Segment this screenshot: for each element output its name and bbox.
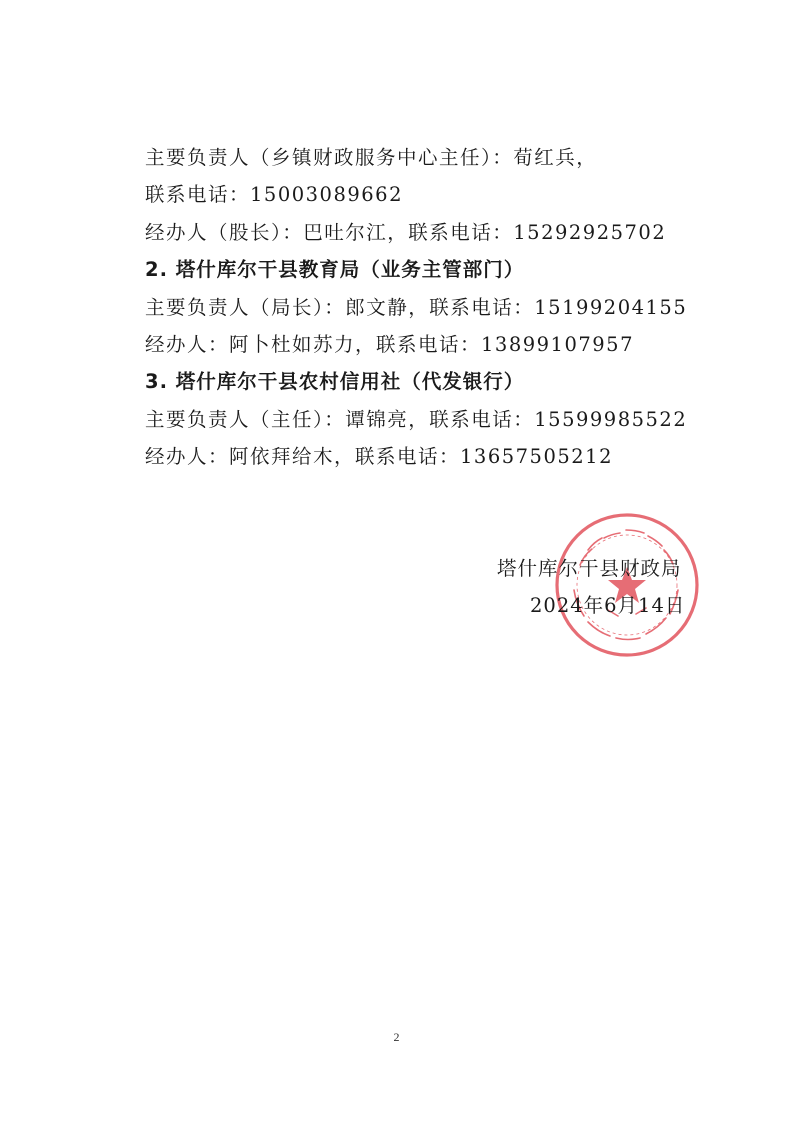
issuer-name: 塔什库尔干县财政局 [497,557,682,580]
town-finance-handler-line: 经办人（股长）：巴吐尔江，联系电话：15292925702 [145,221,667,244]
page-number: 2 [393,1030,400,1044]
town-finance-phone-line: 联系电话：15003089662 [145,183,403,206]
credit-union-handler-line: 经办人：阿依拜给木，联系电话：13657505212 [145,445,613,468]
section-heading-education-bureau: 2. 塔什库尔干县教育局（业务主管部门） [145,258,525,281]
education-bureau-handler-line: 经办人：阿卜杜如苏力，联系电话：13899107957 [145,333,634,356]
section-heading-rural-credit-union: 3. 塔什库尔干县农村信用社（代发银行） [145,370,525,393]
education-bureau-head-line: 主要负责人（局长）：郎文静，联系电话：15199204155 [145,296,688,319]
credit-union-head-line: 主要负责人（主任）：谭锦亮，联系电话：15599985522 [145,408,688,431]
issue-date: 2024年6月14日 [530,594,686,617]
official-seal-stamp [552,510,702,660]
town-finance-head-line: 主要负责人（乡镇财政服务中心主任）：荀红兵， [145,146,598,169]
